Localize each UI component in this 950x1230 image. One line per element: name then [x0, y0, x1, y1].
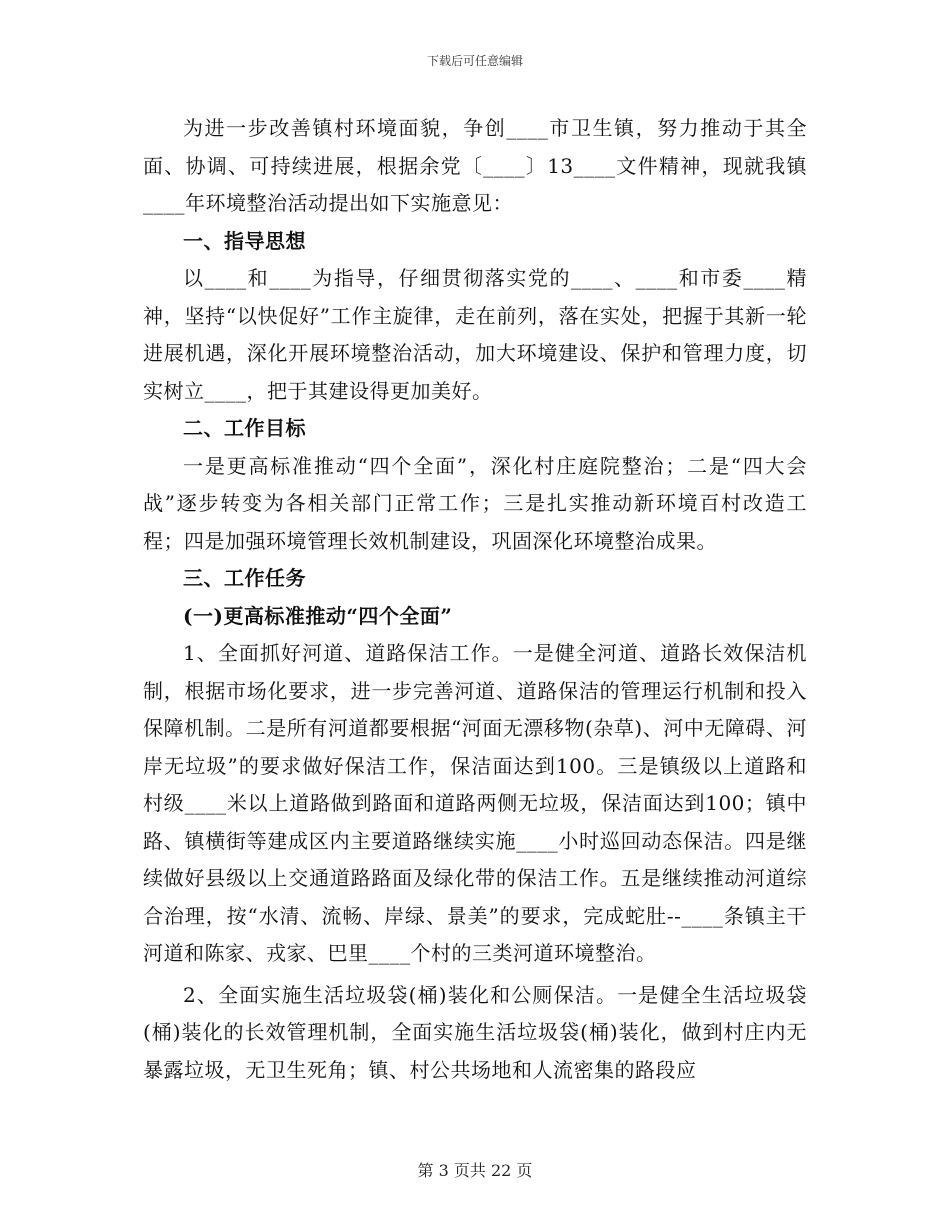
guiding-ideology-paragraph: 以____和____为指导，仔细贯彻落实党的____、____和市委____精神，坚持“以快促好”工作主旋律，走在前列，落在实处，把握于其新一轮进展机遇，深化开展环境整治活动，加大环境建设、保护和管理力度，切实树立____，把于其建设得更加美好。 — [143, 266, 807, 403]
section-heading-guiding-ideology: 一、指导思想 — [183, 228, 306, 253]
subsection-heading-four-comprehensive: (一)更高标准推动“四个全面” — [183, 603, 453, 628]
work-goals-paragraph: 一是更高标准推动“四个全面”，深化村庄庭院整治；二是“四大会战”逐步转变为各相关部门正常工作；三是扎实推动新环境百村改造工程；四是加强环境管理长效机制建设，巩固深化环境整治成果。 — [143, 453, 807, 553]
task-item-1-paragraph: 1、全面抓好河道、道路保洁工作。一是健全河道、道路长效保洁机制，根据市场化要求，进一步完善河道、道路保洁的管理运行机制和投入保障机制。二是所有河道都要根据“河面无漂移物(杂草)、河中无障碍、河岸无垃圾”的要求做好保洁工作，保洁面达到100。三是镇级以上道路和村级____米以上道路做到路面和道路两侧无垃圾，保洁面达到100；镇中路、镇横街等建成区内主要道路继续实施____小时巡回动态保洁。四是继续做好县级以上交通道路路面及绿化带的保洁工作。五是继续推动河道综合治理，按“水清、流畅、岸绿、景美”的要求，完成蛇肚--____条镇主干河道和陈家、戎家、巴里____个村的三类河道环境整治。 — [143, 641, 807, 965]
page-number-footer: 第 3 页共 22 页 — [417, 1161, 533, 1180]
document-body — [143, 110, 807, 1089]
section-heading-work-tasks: 三、工作任务 — [183, 566, 306, 590]
intro-paragraph: 为进一步改善镇村环境面貌，争创____市卫生镇，努力推动于其全面、协调、可持续进展，根据余党〔____〕13____文件精神，现就我镇____年环境整治活动提出如下实施意见： — [143, 116, 807, 215]
page-header: 下载后可任意编辑 — [426, 54, 523, 68]
task-item-2-paragraph: 2、全面实施生活垃圾袋(桶)装化和公厕保洁。一是健全生活垃圾袋(桶)装化的长效管理机制，全面实施生活垃圾袋(桶)装化，做到村庄内无暴露垃圾，无卫生死角；镇、村公共场地和人流密集的路段应 — [143, 982, 807, 1082]
section-heading-work-goals: 二、工作目标 — [183, 416, 306, 440]
